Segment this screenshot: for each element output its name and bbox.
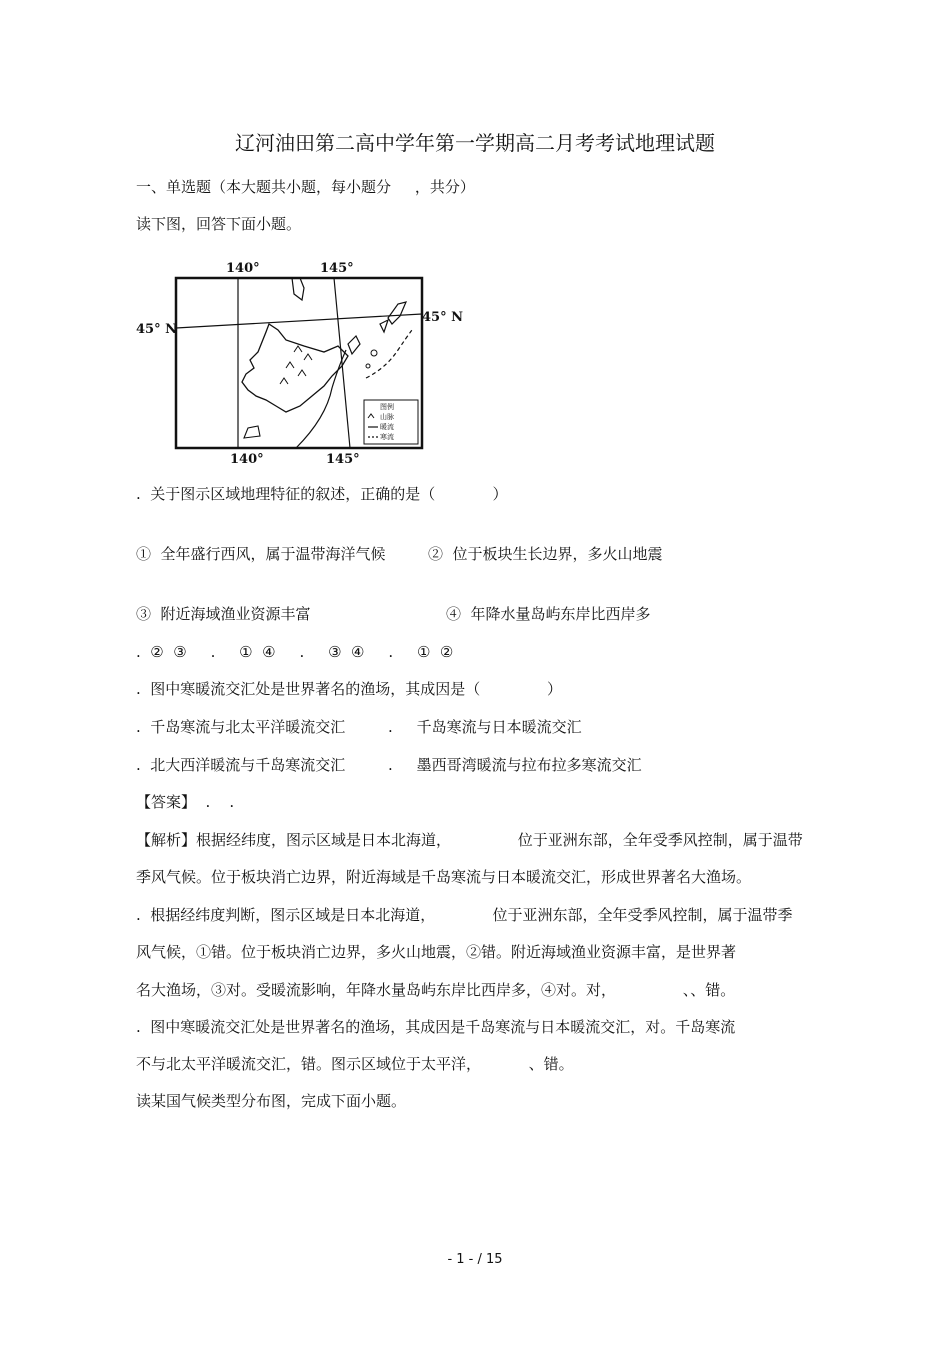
answer-line: 【答案】 . .	[136, 793, 235, 811]
q1-choices: . ② ③ . ① ④ . ③ ④ . ① ②	[136, 643, 454, 661]
analysis-line: 不与北太平洋暖流交汇，错。图示区域位于太平洋， 、错。	[136, 1055, 574, 1073]
lon-label-bottom-left: 140°	[230, 452, 264, 467]
section-heading: 一、单选题（本大题共小题，每小题分 ，共分）	[136, 178, 475, 196]
page-number: - 1 - / 15	[447, 1252, 503, 1267]
lon-label-top-right: 145°	[320, 261, 354, 276]
analysis-line: . 根据经纬度判断，图示区域是日本北海道， 位于亚洲东部，全年受季风控制，属于温带季	[136, 906, 793, 924]
analysis-line: 名大渔场，③对。受暖流影响，年降水量岛屿东岸比西岸多，④对。对， 、、错。	[136, 981, 736, 999]
analysis-line: 【解析】根据经纬度，图示区域是日本北海道， 位于亚洲东部，全年受季风控制，属于温带	[136, 831, 803, 849]
q1-statement-4: ④ 年降水量岛屿东岸比西岸多	[446, 605, 651, 623]
question-2-stem: . 图中寒暖流交汇处是世界著名的渔场，其成因是（ ）	[136, 680, 563, 698]
intro-text: 读下图，回答下面小题。	[136, 215, 302, 233]
legend-mountain: 山脉	[380, 413, 394, 421]
lon-label-top-left: 140°	[226, 261, 260, 276]
intro-text-2: 读某国气候类型分布图，完成下面小题。	[136, 1092, 407, 1110]
q2-option-a: . 千岛寒流与北太平洋暖流交汇	[136, 718, 346, 736]
q2-option-b: . 千岛寒流与日本暖流交汇	[388, 718, 582, 736]
legend-warm-current: 暖流	[380, 423, 394, 431]
legend-title: 图例	[380, 403, 394, 411]
lon-label-bottom-right: 145°	[326, 452, 360, 467]
q2-option-d: . 墨西哥湾暖流与拉布拉多寒流交汇	[388, 756, 642, 774]
legend-cold-current: 寒流	[380, 433, 394, 441]
analysis-line: . 图中寒暖流交汇处是世界著名的渔场，其成因是千岛寒流与日本暖流交汇，对。千岛寒流	[136, 1018, 736, 1036]
hokkaido-map	[136, 258, 466, 468]
q2-option-c: . 北大西洋暖流与千岛寒流交汇	[136, 756, 346, 774]
question-1-stem: . 关于图示区域地理特征的叙述，正确的是（ ）	[136, 485, 508, 503]
analysis-line: 季风气候。位于板块消亡边界，附近海域是千岛寒流与日本暖流交汇，形成世界著名大渔场。	[136, 868, 752, 886]
lat-label-left: 45° N	[136, 322, 177, 337]
q1-statement-2: ② 位于板块生长边界，多火山地震	[428, 545, 663, 563]
q1-statement-1: ① 全年盛行西风，属于温带海洋气候	[136, 545, 386, 563]
lat-label-right: 45° N	[422, 310, 463, 325]
q1-statement-3: ③ 附近海域渔业资源丰富	[136, 605, 311, 623]
document-title: 辽河油田第二高中学年第一学期高二月考考试地理试题	[235, 131, 715, 155]
analysis-line: 风气候，①错。位于板块消亡边界，多火山地震，②错。附近海域渔业资源丰富，是世界著	[136, 943, 737, 961]
